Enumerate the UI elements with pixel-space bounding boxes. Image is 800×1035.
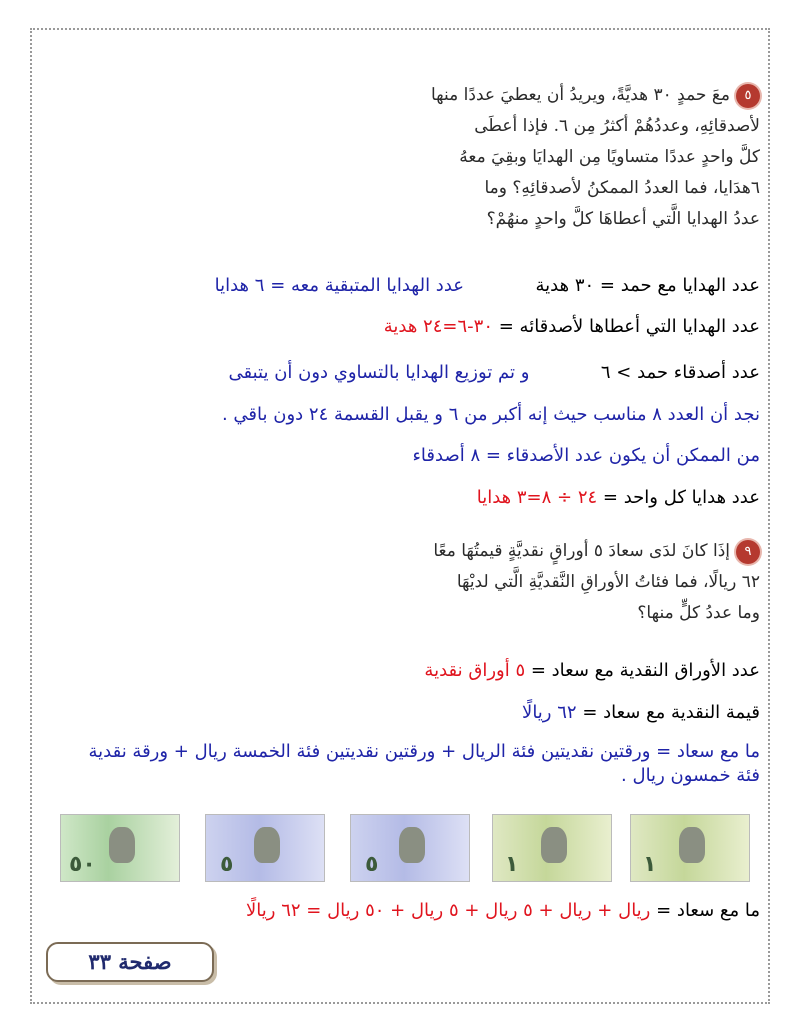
answer-5-line-2: عدد الهدايا التي أعطاها لأصدقائه = ٣٠-٦=٢٤ هدية xyxy=(383,316,760,337)
answer-5-line-6: عدد هدايا كل واحد = ٢٤ ÷ ٨=٣ هدايا xyxy=(476,487,760,508)
portrait-icon xyxy=(109,827,135,863)
banknote-1: ١ xyxy=(492,814,612,882)
question-9-line: وما عددُ كلٍّ منها؟ xyxy=(637,603,760,623)
portrait-icon xyxy=(679,827,705,863)
question-5-line: عددُ الهدايا الَّتي أعطاهَا كلَّ واحدٍ منهُمْ؟ xyxy=(486,209,760,229)
question-5-number: ٥ xyxy=(736,84,760,108)
question-5-line: كلَّ واحدٍ عددًا متساويًا مِن الهدايَا وبقِيَ معهُ xyxy=(459,147,760,167)
banknote-5: ٥ xyxy=(205,814,325,882)
question-9-text xyxy=(350,536,760,629)
answer-9-line-3: ما مع سعاد = ورقتين نقديتين فئة الريال + ورقتين نقديتين فئة الخمسة ريال + ورقة نقدية فئة خمسون ريال . xyxy=(88,741,760,786)
question-9-line: إذَا كانَ لدَى سعادَ ٥ أوراقٍ نقديَّةٍ قيمتُهَا معًا xyxy=(433,541,730,561)
answer-5-line-3: عدد أصدقاء حمد > ٦ و تم توزيع الهدايا بالتساوي دون أن يتبقى xyxy=(228,362,760,383)
portrait-icon xyxy=(399,827,425,863)
question-9-number: ٩ xyxy=(736,540,760,564)
question-5-line: معَ حمدٍ ٣٠ هديَّةً، ويريدُ أن يعطيَ عددًا منها xyxy=(431,85,730,105)
banknote-1: ١ xyxy=(630,814,750,882)
answer-9-line-2: قيمة النقدية مع سعاد = ٦٢ ريالًا xyxy=(522,702,760,723)
question-5-line: لأصدقائِهِ، وعددُهُمْ أكثرُ مِن ٦. فإذا أعطَى xyxy=(474,116,760,136)
answer-9-line-1: عدد الأوراق النقدية مع سعاد = ٥ أوراق نقدية xyxy=(424,660,760,681)
question-9-line: ٦٢ ريالًا، فما فئاتُ الأوراقِ النَّقديَّةِ الَّتي لديْهَا xyxy=(456,572,760,592)
question-5-line: ٦هدَايا، فما العددُ الممكنُ لأصدقائِهِ؟ وما xyxy=(484,178,760,198)
question-5-text xyxy=(350,80,760,235)
banknote-5: ٥ xyxy=(350,814,470,882)
answer-5-line-1: عدد الهدايا مع حمد = ٣٠ هدية عدد الهدايا المتبقية معه = ٦ هدايا xyxy=(214,275,760,296)
portrait-icon xyxy=(254,827,280,863)
banknote-50: ٥٠ xyxy=(60,814,180,882)
page-number-label: صفحة ٣٣ xyxy=(46,942,214,982)
portrait-icon xyxy=(541,827,567,863)
banknotes-row xyxy=(60,808,740,888)
answer-5-line-4: نجد أن العدد ٨ مناسب حيث إنه أكبر من ٦ و يقبل القسمة ٢٤ دون باقي . xyxy=(221,404,760,425)
answer-5-line-5: من الممكن أن يكون عدد الأصدقاء = ٨ أصدقاء xyxy=(412,445,760,466)
answer-9-line-4: ما مع سعاد = ريال + ريال + ٥ ريال + ٥ ريال + ٥٠ ريال = ٦٢ ريالًا xyxy=(246,900,760,921)
